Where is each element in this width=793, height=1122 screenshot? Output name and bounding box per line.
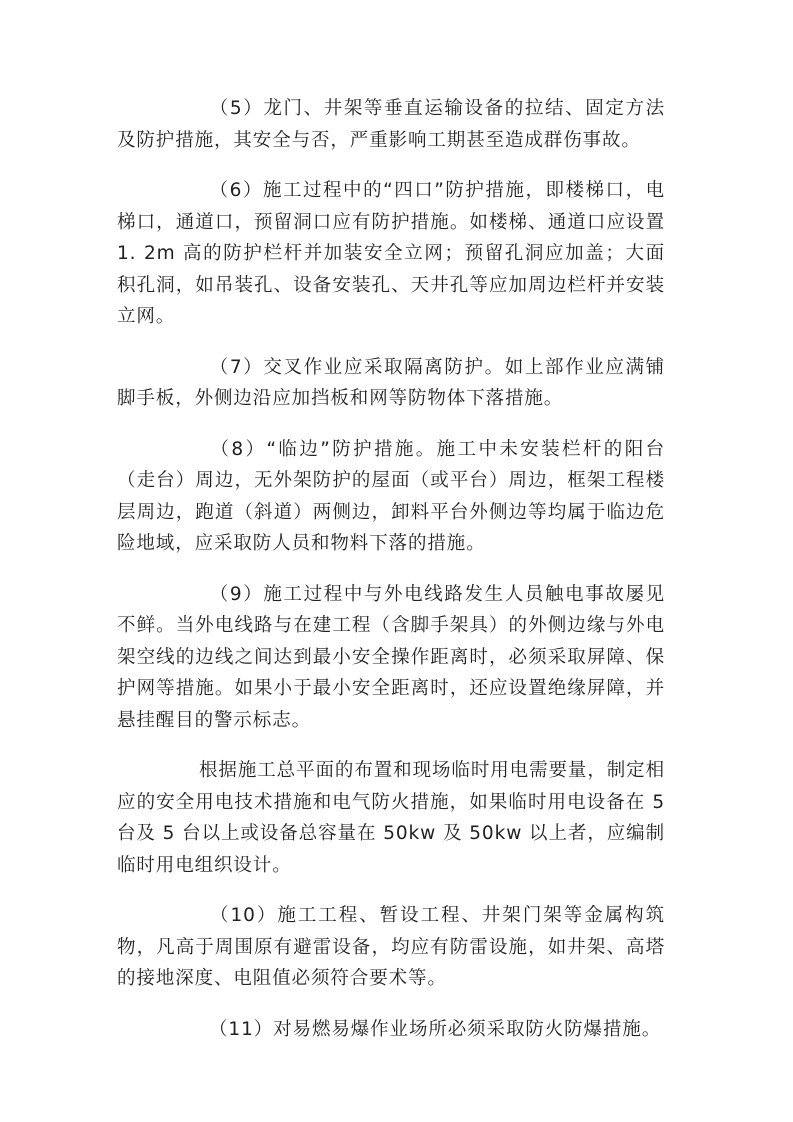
paragraph-text: （9）施工过程中与外电线路发生人员触电事故屡见不鲜。当外电线路与在建工程（含脚手架具）的外侧边缘与外电架空线的边线之间达到最小安全操作距离时，必须采取屏障、保护网等措施。如果小于最小安全距离时，还应设置绝缘屏障，并悬挂醒目的警示标志。: [117, 583, 665, 731]
paragraph-text: （6）施工过程中的“四口”防护措施，即楼梯口，电梯口，通道口，预留洞口应有防护措施。如楼梯、通道口应设置 1. 2m 高的防护栏杆并加装安全立网；预留孔洞应加盖；大面积孔洞，如吊装孔、设备安装孔、天井孔等应加周边栏杆并安装立网。: [117, 180, 665, 327]
document-page: [117, 93, 665, 1064]
paragraph-text: （8）“临边”防护措施。施工中未安装栏杆的阳台（走台）周边，无外架防护的屋面（或平台）周边，框架工程楼层周边，跑道（斜道）两侧边，卸料平台外侧边等均属于临边危险地域，应采取防人员和物料下落的措施。: [117, 438, 665, 554]
paragraph-item-8: [117, 434, 665, 560]
paragraph-item-11: [117, 1014, 665, 1046]
paragraph-text: （7）交叉作业应采取隔离防护。如上部作业应满铺脚手板，外侧边沿应加挡板和网等防物体下落措施。: [117, 356, 665, 409]
paragraph-item-6: [117, 175, 665, 333]
paragraph-text: （5）龙门、井架等垂直运输设备的拉结、固定方法及防护措施，其安全与否，严重影响工期甚至造成群伤事故。: [117, 98, 665, 151]
paragraph-text: （11）对易燃易爆作业场所必须采取防火防爆措施。: [209, 1018, 662, 1040]
paragraph-item-9: [117, 579, 665, 737]
paragraph-item-10: [117, 900, 665, 995]
paragraph-power-plan: [117, 755, 665, 881]
paragraph-text: 根据施工总平面的布置和现场临时用电需要量，制定相应的安全用电技术措施和电气防火措施，如果临时用电设备在 5 台及 5 台以上或设备总容量在 50kw 及 50kw 以上者，应编制临时用电组织设计。: [117, 760, 665, 876]
paragraph-item-7: [117, 352, 665, 415]
paragraph-text: （10）施工工程、暂设工程、井架门架等金属构筑物，凡高于周围原有避雷设备，均应有防雷设施，如井架、高塔的接地深度、电阻值必须符合要术等。: [117, 905, 665, 989]
paragraph-item-5: [117, 93, 665, 156]
